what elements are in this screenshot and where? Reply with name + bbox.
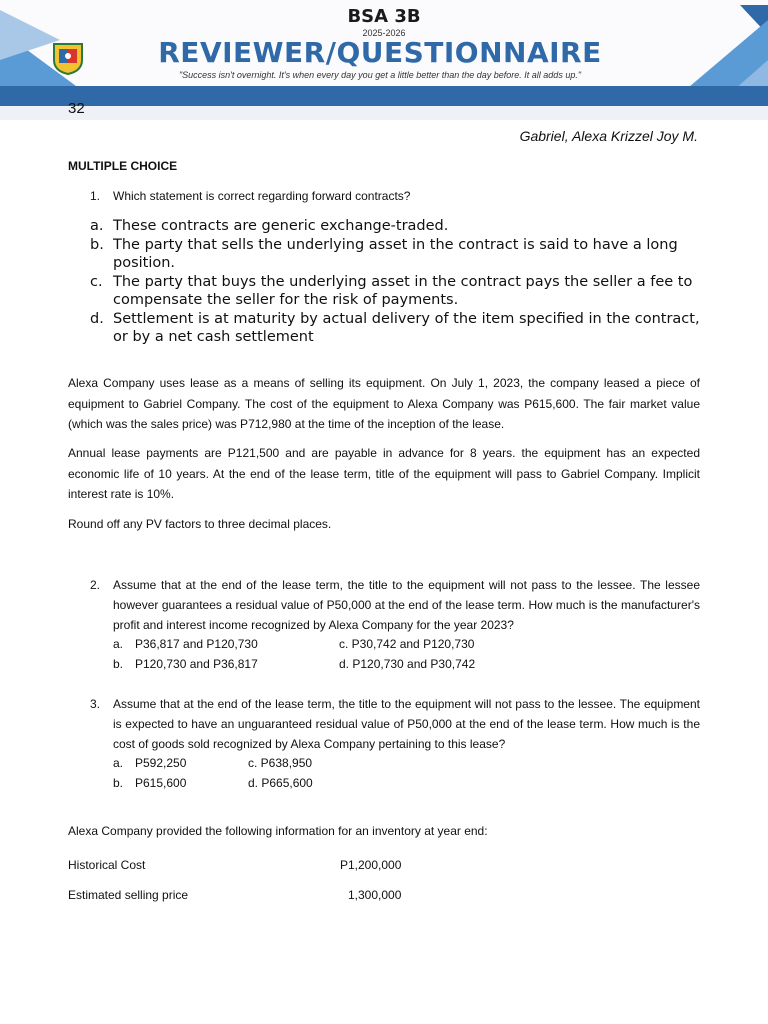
case-paragraph-3: Round off any PV factors to three decimal places. <box>68 517 332 531</box>
choice-text: These contracts are generic exchange-traded. <box>113 218 449 234</box>
choice-a: P36,817 and P120,730 <box>135 637 258 652</box>
banner-stripe-light <box>0 106 768 120</box>
choice-b: P120,730 and P36,817 <box>135 657 258 672</box>
school-year: 2025-2026 <box>362 28 406 38</box>
choice-b <box>90 236 710 273</box>
choice-a <box>90 217 710 236</box>
choice-c: c. P30,742 and P120,730 <box>339 637 475 652</box>
inventory-intro: Alexa Company provided the following information for an inventory at year end: <box>68 824 488 838</box>
question-text: Assume that at the end of the lease term, the title to the equipment will not pass to the lessee. The lessee however guarantees a residual value of P50,000 at the end of the lease term. How much is the manufacturer's profit and interest income recognized by Alexa Company for the year 2023? <box>113 578 700 632</box>
choice-a: P592,250 <box>135 756 187 771</box>
choice-letter: b. <box>90 236 104 253</box>
banner-stripe <box>0 86 768 106</box>
question-1 <box>90 189 410 203</box>
choice-letter: a. <box>113 637 124 652</box>
choice-b: P615,600 <box>135 776 187 791</box>
choice-text: Settlement is at maturity by actual delivery of the item specified in the contract, or by a net cash settlement <box>113 310 700 345</box>
question-number: 3. <box>90 697 101 711</box>
choice-d <box>90 310 710 347</box>
question-number: 2. <box>90 578 101 592</box>
document-title: REVIEWER/QUESTIONNAIRE <box>158 36 602 69</box>
section-heading: MULTIPLE CHOICE <box>68 159 178 173</box>
inventory-value: P1,200,000 <box>340 858 402 872</box>
choice-c <box>90 273 710 310</box>
inventory-label: Historical Cost <box>68 858 146 872</box>
question-text: Which statement is correct regarding forward contracts? <box>113 189 411 203</box>
question-2 <box>90 576 700 675</box>
choice-text: The party that sells the underlying asset in the contract is said to have a long position. <box>113 236 678 271</box>
header-banner <box>0 0 768 120</box>
choice-letter: d. <box>90 310 104 327</box>
author-name: Gabriel, Alexa Krizzel Joy M. <box>519 128 698 144</box>
question-text: Assume that at the end of the lease term, the title to the equipment will not pass to the lessee. The equipment is expected to have an unguaranteed residual value of P50,000 at the end of the lease term. How much is the cost of goods sold recognized by Alexa Company pertaining to this lease? <box>113 697 700 751</box>
inventory-label: Estimated selling price <box>68 888 189 902</box>
choice-letter: b. <box>113 657 124 672</box>
choice-d: d. P665,600 <box>248 776 313 791</box>
course-label: BSA 3B <box>347 6 421 27</box>
choice-c: c. P638,950 <box>248 756 313 771</box>
question-3 <box>90 695 700 794</box>
page-number: 32 <box>68 100 85 117</box>
choice-letter: c. <box>90 273 103 290</box>
inventory-value: 1,300,000 <box>348 888 402 902</box>
choice-letter: a. <box>113 756 124 771</box>
motto-quote: "Success isn't overnight. It's when every day you get a little better than the day before. It all adds up." <box>178 70 582 80</box>
case-paragraph-2: Annual lease payments are P121,500 and are payable in advance for 8 years. the equipment has an expected economic life of 10 years. At the end of the lease term, title of the equipment will pass to Gabriel Company. Implicit interest rate is 10%. <box>68 446 700 501</box>
choice-d: d. P120,730 and P30,742 <box>339 657 476 672</box>
choice-text: The party that buys the underlying asset in the contract pays the seller a fee to compensate the seller for the risk of payments. <box>113 273 693 308</box>
question-number: 1. <box>90 189 101 203</box>
case-paragraph-1: Alexa Company uses lease as a means of selling its equipment. On July 1, 2023, the company leased a piece of equipment to Gabriel Company. The cost of the equipment to Alexa Company was P615,600. The fair market value (which was the sales price) was P712,980 at the time of the inception of the lease. <box>68 376 700 431</box>
choice-letter: a. <box>90 218 104 234</box>
question-1-choices <box>90 217 710 347</box>
choice-letter: b. <box>113 776 124 791</box>
